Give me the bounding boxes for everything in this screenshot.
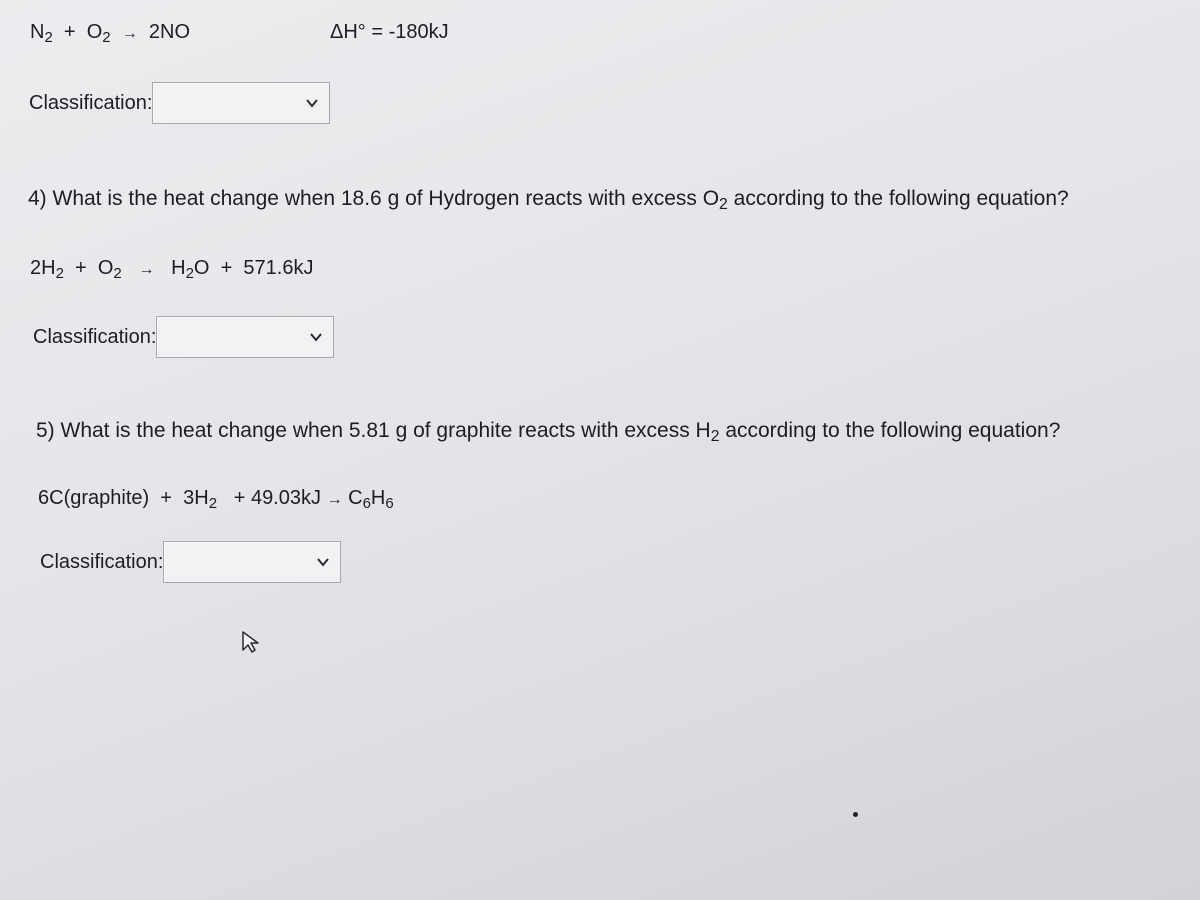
chevron-down-icon <box>305 96 319 110</box>
mouse-pointer-icon <box>240 630 262 654</box>
question-4-text: 4) What is the heat change when 18.6 g of Hydrogen reacts with excess $O_2$ according to the following equation? <box>28 187 1069 213</box>
question-5-text: 5) What is the heat change when 5.81 g of graphite reacts with excess $H_2$ according to the following equation? <box>36 419 1061 445</box>
classification-label: Classification: <box>40 551 164 573</box>
classification-row-1 <box>29 82 330 124</box>
classification-row-3 <box>40 541 341 583</box>
classification-label: Classification: <box>29 92 153 114</box>
chevron-down-icon <box>316 555 330 569</box>
question-5-equation: 6C(graphite) + $3H_2$ + $49.03kJ \to C_6H_6$ <box>38 487 394 512</box>
screen-speck <box>853 812 858 817</box>
classification-dropdown-2[interactable] <box>156 316 334 358</box>
question-4-equation: $2H_2 + O_2$ → $H_2O + 571.6kJ$ <box>30 257 314 282</box>
classification-row-2 <box>33 316 334 358</box>
reaction-1-enthalpy: ΔH° = -180kJ <box>330 21 449 43</box>
chevron-down-icon <box>309 330 323 344</box>
reaction-1-equation: $N_2 + O_2 \to 2NO$ <box>30 21 191 46</box>
classification-dropdown-1[interactable] <box>152 82 330 124</box>
classification-label: Classification: <box>33 326 157 348</box>
classification-dropdown-3[interactable] <box>163 541 341 583</box>
